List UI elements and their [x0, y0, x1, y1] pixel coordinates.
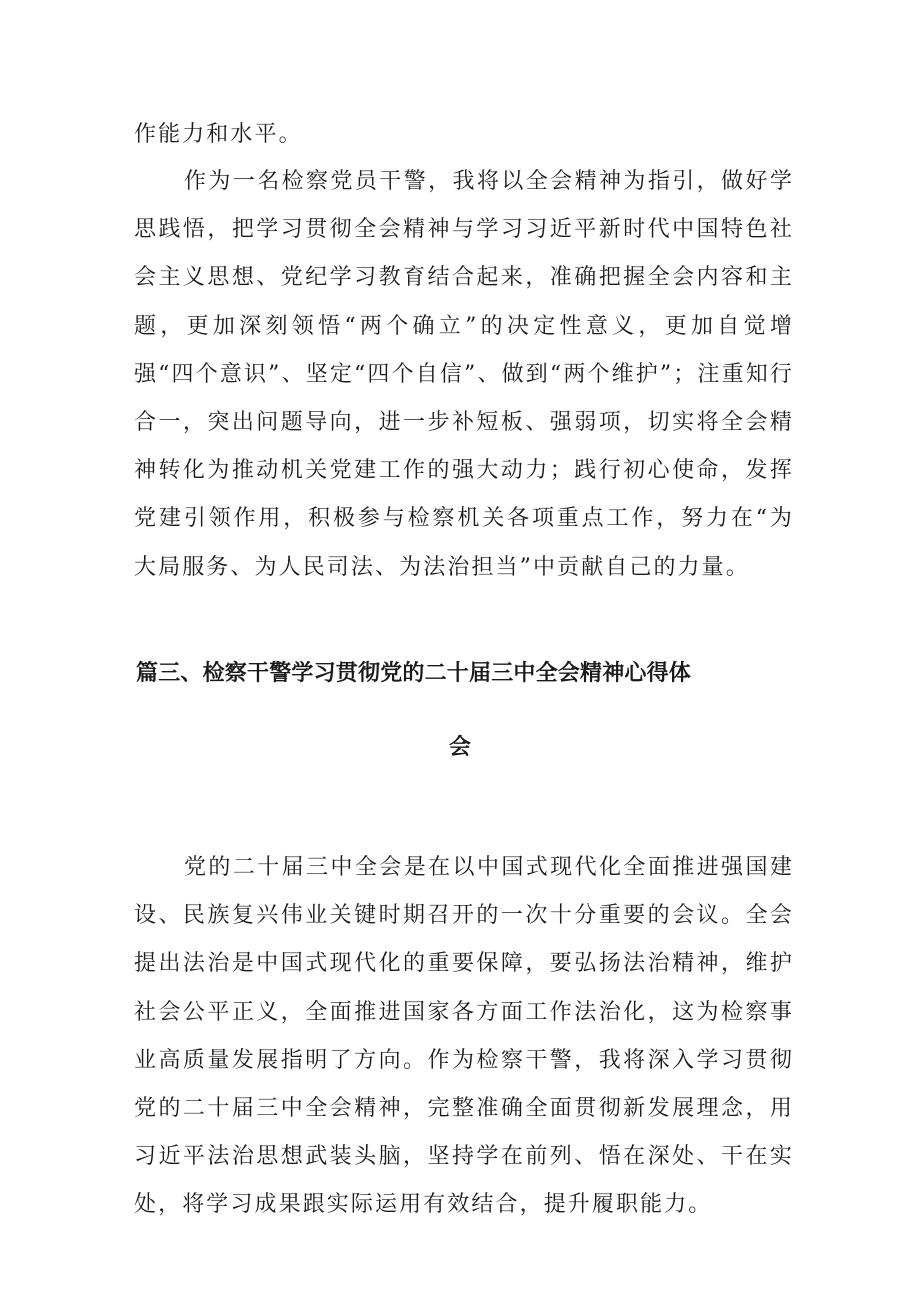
paragraph-commitment: 作为一名检察党员干警，我将以全会精神为指引，做好学思践悟，把学习贯彻全会精神与学习习近平新时代中国特色社会主义思想、党纪学习教育结合起来，准确把握全会内容和主题，更加深刻领悟“两个确立”的决定性意义，更加自觉增强“四个意识”、坚定“四个自信”、做到“两个维护”；注重知行合一，突出问题导向，进一步补短板、强弱项，切实将全会精神转化为推动机关党建工作的强大动力；践行初心使命，发挥党建引领作用，积极参与检察机关各项重点工作，努力在“为大局服务、为人民司法、为法治担当”中贡献自己的力量。: [134, 169, 794, 580]
section-title-line-1: 篇三、检察干警学习贯彻党的二十届三中全会精神心得体: [136, 661, 692, 686]
section-title-line-2: 会: [448, 735, 472, 760]
paragraph-continuation: 作能力和水平。: [134, 122, 303, 147]
paragraph-plenum-overview: 党的二十届三中全会是在以中国式现代化全面推进强国建设、民族复兴伟业关键时期召开的一次十分重要的会议。全会提出法治是中国式现代化的重要保障，要弘扬法治精神，维护社会公平正义，全面推进国家各方面工作法治化，这为检察事业高质量发展指明了方向。作为检察干警，我将深入学习贯彻党的二十届三中全会精神，完整准确全面贯彻新发展理念，用习近平法治思想武装头脑，坚持学在前列、悟在深处、干在实处，将学习成果跟实际运用有效结合，提升履职能力。: [134, 855, 794, 1218]
